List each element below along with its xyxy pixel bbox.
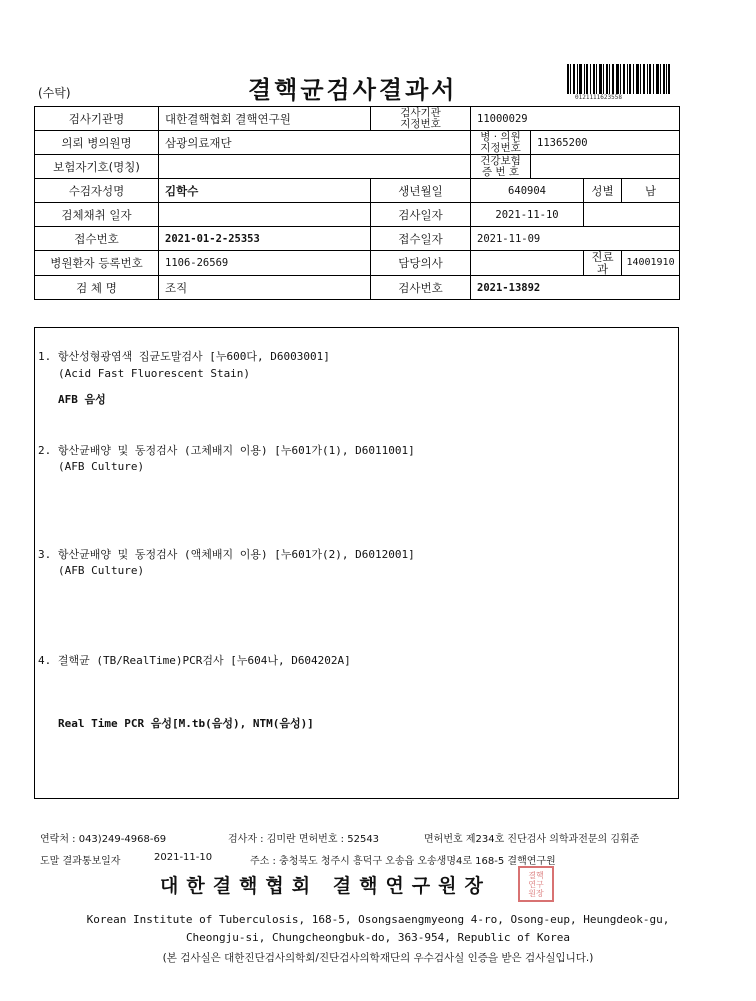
- inst-id-label: 검사기관 지정번호: [371, 107, 471, 131]
- test-date-value: 2021-11-10: [471, 203, 584, 227]
- patient-name-value: 김학수: [159, 179, 371, 203]
- result-2-subtitle: (AFB Culture): [58, 460, 145, 473]
- sex-label: 성별: [584, 179, 622, 203]
- address-english-line-1: Korean Institute of Tuberculosis, 168-5, Osongsaengmyeong 4-ro, Osong-eup, Heungdeok-gu,: [86, 913, 670, 926]
- result-4-title: 4. 결핵균 (TB/RealTime)PCR검사 [누604나, D604202A]: [38, 654, 351, 667]
- test-date-label: 검사일자: [371, 203, 471, 227]
- test-number-value: 2021-13892: [471, 276, 680, 300]
- table-row: [35, 131, 680, 155]
- department-value: 14001910: [622, 251, 680, 276]
- test-number-label: 검사번호: [371, 276, 471, 300]
- health-insurance-value: [531, 155, 680, 179]
- result-1-value: AFB 음성: [58, 393, 106, 406]
- barcode-number: 0121111623558: [575, 94, 622, 101]
- insurer-value: [159, 155, 471, 179]
- registration-label: 병원환자 등록번호: [35, 251, 159, 276]
- result-3-subtitle: (AFB Culture): [58, 564, 145, 577]
- notify-date-value: 2021-11-10: [154, 852, 213, 863]
- doctor-label: 담당의사: [371, 251, 471, 276]
- doctor-value: [471, 251, 584, 276]
- table-row: [35, 227, 680, 251]
- department-label: 진료과: [584, 251, 622, 276]
- req-id-label: 병 · 의원 지정번호: [471, 131, 531, 155]
- info-table: [34, 106, 680, 300]
- sex-value: 남: [622, 179, 680, 203]
- inst-id-value: 11000029: [471, 107, 680, 131]
- barcode-icon: [567, 64, 671, 94]
- address-korean: 주소 : 충청북도 청주시 흥덕구 오송읍 오송생명4로 168-5 결핵연구원: [250, 856, 556, 867]
- inst-label: 검사기관명: [35, 107, 159, 131]
- notify-date-label: 도말 결과통보일자: [40, 856, 121, 867]
- seal-stamp-icon: 결핵 연구 원장: [518, 866, 554, 902]
- inst-value: 대한결핵협회 결핵연구원: [159, 107, 371, 131]
- receipt-date-value: 2021-11-09: [471, 227, 680, 251]
- specimen-value: 조직: [159, 276, 371, 300]
- receipt-number-label: 접수번호: [35, 227, 159, 251]
- receipt-date-label: 접수일자: [371, 227, 471, 251]
- empty-cell: [584, 203, 680, 227]
- result-2-title: 2. 항산균배양 및 동정검사 (고체배지 이용) [누601가(1), D6011001]: [38, 444, 415, 457]
- table-row: [35, 107, 680, 131]
- receipt-number-value: 2021-01-2-25353: [159, 227, 371, 251]
- tester-info: 검사자 : 김미란 면허번호 : 52543: [228, 834, 380, 845]
- outsourced-label: (수탁): [38, 86, 71, 100]
- dob-value: 640904: [471, 179, 584, 203]
- req-value: 삼광의료재단: [159, 131, 471, 155]
- health-insurance-label: 건강보험 증 번 호: [471, 155, 531, 179]
- registration-value: 1106-26569: [159, 251, 371, 276]
- result-3-title: 3. 항산균배양 및 동정검사 (액체배지 이용) [누601가(2), D6012001]: [38, 548, 415, 561]
- table-row: [35, 251, 680, 276]
- table-row: [35, 276, 680, 300]
- insurer-label: 보험자기호(명칭): [35, 155, 159, 179]
- address-english-line-2: Cheongju-si, Chungcheongbuk-do, 363-954, Republic of Korea: [185, 931, 571, 944]
- specimen-label: 검 체 명: [35, 276, 159, 300]
- req-id-value: 11365200: [531, 131, 680, 155]
- contact-number: 연락처 : 043)249-4968-69: [40, 834, 167, 845]
- result-4-value: Real Time PCR 음성[M.tb(음성), NTM(음성)]: [58, 717, 314, 730]
- req-label: 의뢰 병의원명: [35, 131, 159, 155]
- specialist-info: 면허번호 제234호 진단검사 의학과전문의 김휘준: [424, 834, 640, 845]
- dob-label: 생년월일: [371, 179, 471, 203]
- organization-name: 대한결핵협회 결핵연구원장: [160, 875, 491, 897]
- certification-note: (본 검사실은 대한진단검사의학회/진단검사의학재단의 우수검사실 인증을 받은 검사실입니다.): [162, 952, 594, 964]
- page-title: 결핵균검사결과서: [248, 75, 458, 104]
- table-row: [35, 203, 680, 227]
- patient-name-label: 수검자성명: [35, 179, 159, 203]
- collection-date-label: 검체채취 일자: [35, 203, 159, 227]
- result-1-title: 1. 항산성형광염색 집균도말검사 [누600다, D6003001]: [38, 350, 330, 363]
- table-row: [35, 155, 680, 179]
- table-row: [35, 179, 680, 203]
- collection-date-value: [159, 203, 371, 227]
- result-1-subtitle: (Acid Fast Fluorescent Stain): [58, 367, 251, 380]
